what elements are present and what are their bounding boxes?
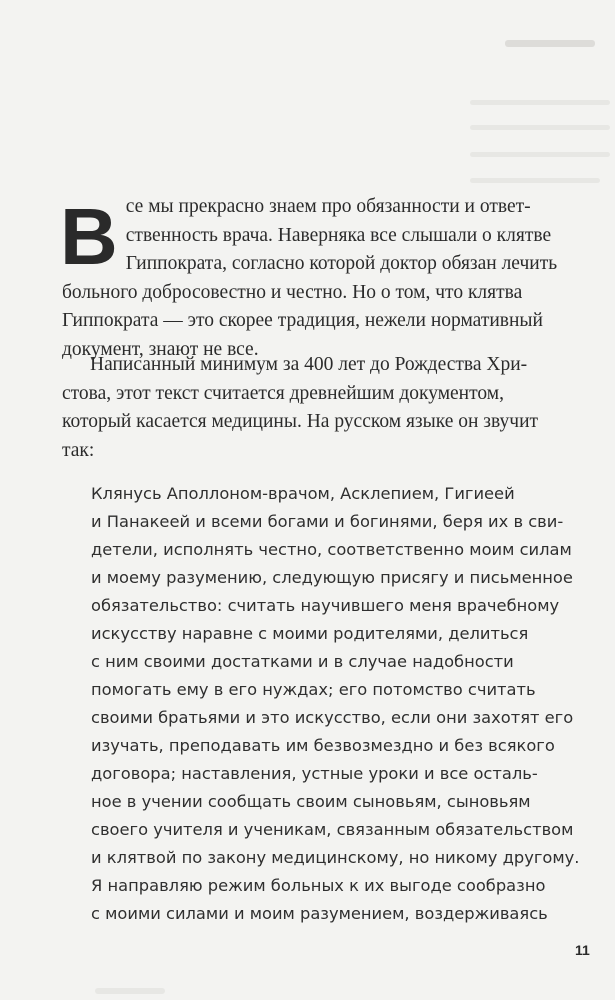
- show-through-line: [470, 178, 600, 183]
- intro-line: се мы прекрасно знаем про обязанности и ответ-: [125, 196, 531, 217]
- intro-line: больного добросовестно и честно. Но о том, что клятва: [62, 281, 523, 303]
- quote-line: договора; наставления, устные уроки и все осталь-: [91, 764, 538, 783]
- quote-line: ное в учении сообщать своим сыновьям, сыновьям: [91, 792, 531, 811]
- oath-quote: [91, 480, 580, 928]
- quote-line: Клянусь Аполлоном-врачом, Асклепием, Гигиеей: [91, 484, 515, 503]
- quote-line: и Панакеей и всеми богами и богинями, беря их в сви-: [91, 512, 564, 531]
- quote-line: своего учителя и ученикам, связанным обязательством: [91, 820, 574, 839]
- drop-cap: В: [60, 192, 118, 281]
- show-through-header: [505, 40, 595, 47]
- quote-line: детели, исполнять честно, соответственно моим силам: [91, 540, 572, 559]
- quote-line: Я направляю режим больных к их выгоде сообразно: [91, 876, 546, 895]
- quote-line: изучать, преподавать им безвозмездно и без всякого: [91, 736, 555, 755]
- show-through-footer: [95, 988, 165, 994]
- quote-line: с моими силами и моим разумением, воздерживаясь: [91, 904, 548, 923]
- show-through-line: [470, 100, 610, 105]
- page-number: 11: [575, 942, 590, 958]
- paragraph-line: Написанный минимум за 400 лет до Рождества Хри-: [90, 354, 528, 375]
- paragraph-line: стова, этот текст считается древнейшим документом,: [62, 382, 504, 404]
- quote-line: обязательство: считать научившего меня врачебному: [91, 596, 560, 615]
- second-paragraph: [62, 351, 572, 465]
- intro-line: ственность врача. Наверняка все слышали о клятве: [125, 224, 552, 246]
- show-through-line: [470, 125, 610, 130]
- intro-paragraph: [62, 193, 572, 364]
- paragraph-line: который касается медицины. На русском языке он звучит: [62, 411, 539, 432]
- show-through-line: [470, 152, 610, 157]
- intro-line: Гиппократа — это скорее традиция, нежели нормативный: [62, 310, 543, 331]
- intro-line: Гиппократа, согласно которой доктор обязан лечить: [125, 253, 558, 274]
- intro-line: документ, знают не все.: [62, 338, 259, 360]
- quote-line: искусству наравне с моими родителями, делиться: [91, 624, 529, 643]
- quote-line: своими братьями и это искусство, если они захотят его: [91, 708, 574, 727]
- quote-line: помогать ему в его нуждах; его потомство считать: [91, 680, 536, 699]
- paragraph-line: так:: [62, 439, 95, 461]
- quote-line: с ним своими достатками и в случае надобности: [91, 652, 514, 671]
- quote-line: и клятвой по закону медицинскому, но никому другому.: [91, 848, 580, 867]
- quote-line: и моему разумению, следующую присягу и письменное: [91, 568, 573, 587]
